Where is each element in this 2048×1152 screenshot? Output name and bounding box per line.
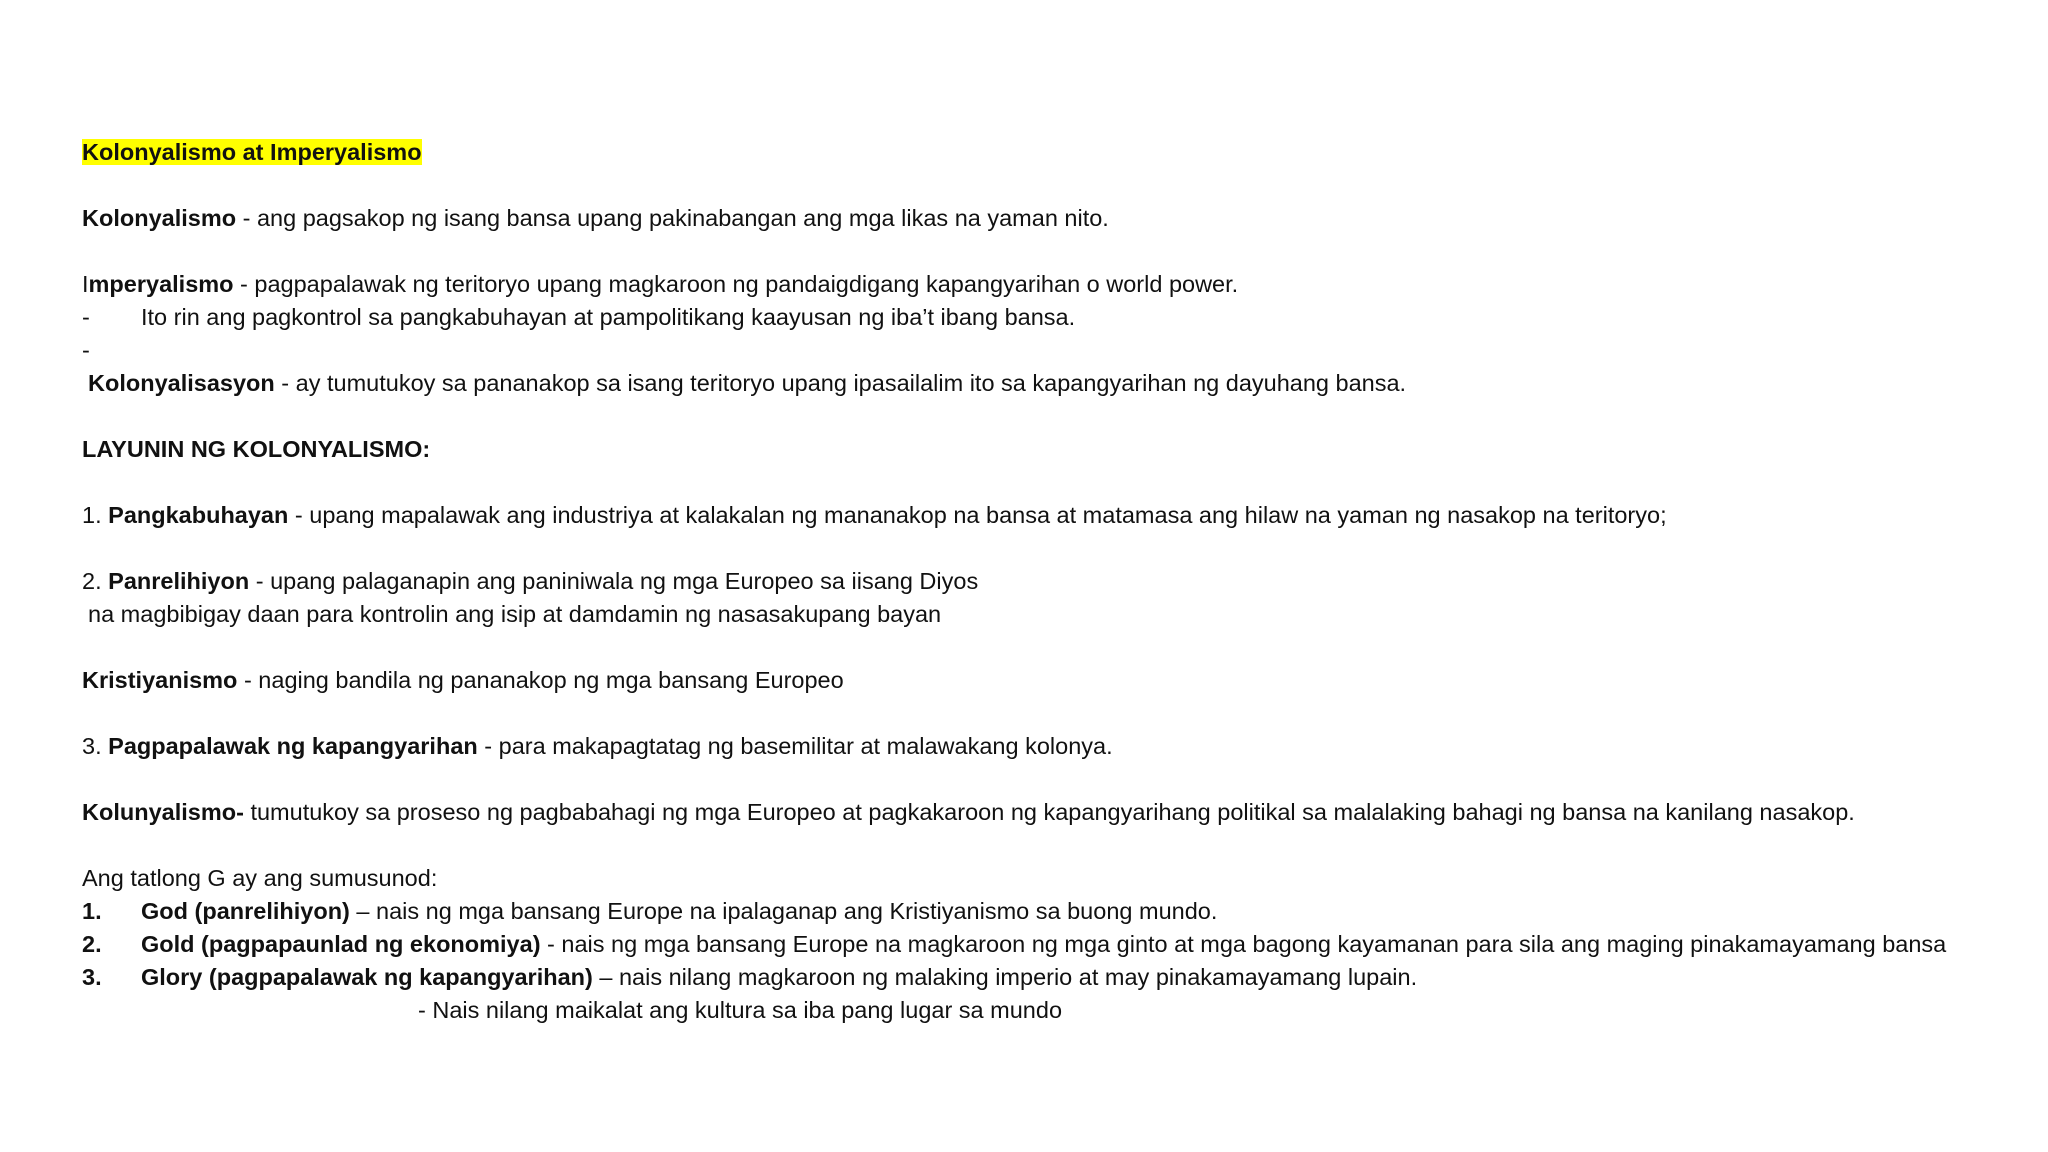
document-title: Kolonyalismo at Imperyalismo — [82, 139, 422, 165]
item-term: Pagpapalawak ng kapangyarihan — [108, 733, 478, 759]
document-title-line — [82, 136, 2022, 169]
item-number: 3. — [82, 964, 102, 990]
item-number: 2. — [82, 931, 102, 957]
three-g-item-2 — [82, 928, 2022, 961]
kolunyalismo-definition — [82, 796, 2022, 829]
imperyalismo-bullet — [82, 301, 2022, 334]
item-term: God (panrelihiyon) — [141, 898, 350, 924]
item-term: Pangkabuhayan — [108, 502, 289, 528]
layunin-heading-line — [82, 433, 2022, 466]
spacer — [82, 532, 2022, 565]
spacer — [82, 169, 2022, 202]
item-term: Glory (pagpapalawak ng kapangyarihan) — [141, 964, 593, 990]
item-term: Panrelihiyon — [108, 568, 250, 594]
document-page — [82, 136, 2022, 1027]
item-text: – nais ng mga bansang Europe na ipalaganap ang Kristiyanismo sa buong mundo. — [349, 898, 1218, 924]
item-term: Gold (pagpapaunlad ng ekonomiya) — [141, 931, 541, 957]
bullet-marker: - — [82, 337, 90, 363]
spacer — [82, 763, 2022, 796]
definition-text: - ay tumutukoy sa pananakop sa isang teritoryo upang ipasailalim ito sa kapangyarihan ng dayuhang bansa. — [274, 370, 1407, 396]
section-heading: LAYUNIN NG KOLONYALISMO: — [82, 436, 431, 462]
bullet-marker: - — [82, 304, 90, 330]
layunin-item-3 — [82, 730, 2022, 763]
spacer — [82, 697, 2022, 730]
glory-subpoint — [82, 994, 2022, 1027]
subpoint-text: - Nais nilang maikalat ang kultura sa iba pang lugar sa mundo — [418, 997, 1063, 1023]
spacer — [82, 400, 2022, 433]
item-text: - para makapagtatag ng basemilitar at malawakang kolonya. — [477, 733, 1113, 759]
spacer — [82, 829, 2022, 862]
kolonyalisasyon-definition — [82, 367, 2022, 400]
spacer — [82, 631, 2022, 664]
bullet-text: Ito rin ang pagkontrol sa pangkabuhayan at pampolitikang kaayusan ng iba’t ibang bansa. — [141, 304, 1076, 330]
term-imperyalismo-initial: I — [82, 271, 89, 297]
layunin-item-1 — [82, 499, 2022, 532]
item-text: - upang palaganapin ang paniniwala ng mga Europeo sa iisang Diyos — [249, 568, 979, 594]
item-number: 1. — [82, 502, 109, 528]
spacer — [82, 235, 2022, 268]
definition-text: - naging bandila ng pananakop ng mga bansang Europeo — [237, 667, 844, 693]
definition-text: - pagpapalawak ng teritoryo upang magkaroon ng pandaigdigang kapangyarihan o world power. — [233, 271, 1239, 297]
term-kolunyalismo: Kolunyalismo- — [82, 799, 244, 825]
term-kolonyalisasyon: Kolonyalisasyon — [88, 370, 275, 396]
item-number: 2. — [82, 568, 109, 594]
item-text: - nais ng mga bansang Europe na magkaroon ng mga ginto at mga bagong kayamanan para sila ang maging pinakamayamang bansa — [540, 931, 1947, 957]
term-kristiyanismo: Kristiyanismo — [82, 667, 238, 693]
term-kolonyalismo: Kolonyalismo — [82, 205, 237, 231]
layunin-item-2-continuation — [82, 598, 2022, 631]
kristiyanismo-definition — [82, 664, 2022, 697]
item-text: - upang mapalawak ang industriya at kalakalan ng mananakop na bansa at matamasa ang hilaw na yaman ng nasakop na teritoryo; — [288, 502, 1667, 528]
term-imperyalismo-rest: mperyalismo — [88, 271, 234, 297]
three-g-item-3 — [82, 961, 2022, 994]
three-g-intro — [82, 862, 2022, 895]
three-g-item-1 — [82, 895, 2022, 928]
kolonyalismo-definition — [82, 202, 2022, 235]
item-text: – nais nilang magkaroon ng malaking imperio at may pinakamayamang lupain. — [592, 964, 1418, 990]
definition-text: tumutukoy sa proseso ng pagbabahagi ng mga Europeo at pagkakaroon ng kapangyarihang politikal sa malalaking bahagi ng bansa na kanilang nasakop. — [243, 799, 1855, 825]
item-number: 3. — [82, 733, 109, 759]
intro-text: Ang tatlong G ay ang sumusunod: — [82, 865, 438, 891]
item-number: 1. — [82, 898, 102, 924]
layunin-item-2 — [82, 565, 2022, 598]
empty-bullet — [82, 334, 2022, 367]
imperyalismo-definition — [82, 268, 2022, 301]
item-continuation: na magbibigay daan para kontrolin ang isip at damdamin ng nasasakupang bayan — [88, 601, 942, 627]
definition-text: - ang pagsakop ng isang bansa upang pakinabangan ang mga likas na yaman nito. — [236, 205, 1109, 231]
spacer — [82, 466, 2022, 499]
